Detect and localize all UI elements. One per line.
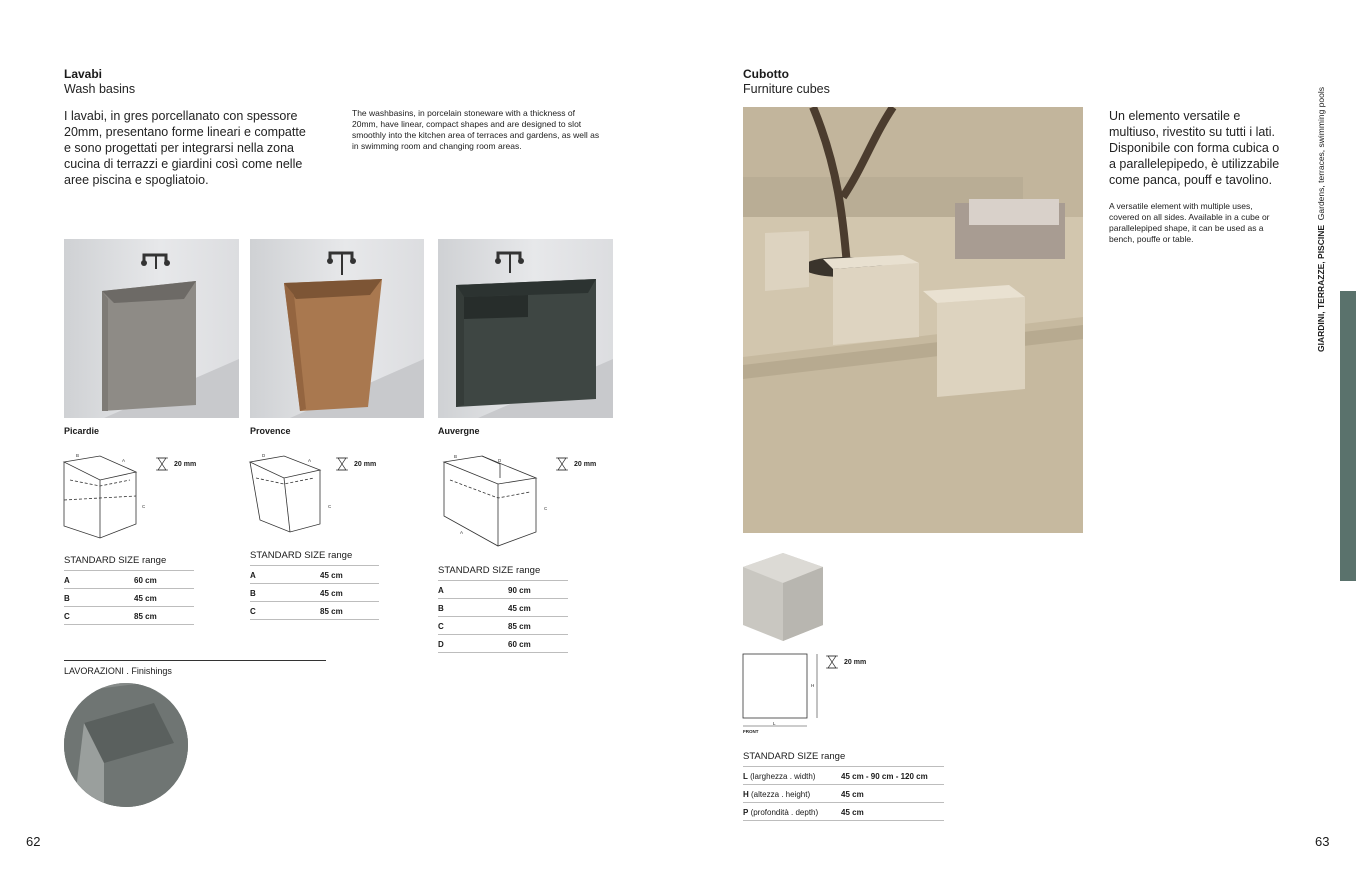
size-table-provence <box>250 565 379 620</box>
product-name-auvergne: Auvergne <box>438 426 480 436</box>
svg-text:A: A <box>122 458 126 463</box>
svg-text:C: C <box>142 504 146 509</box>
table-row: D 60 cm <box>438 635 568 653</box>
drawing-label-h: H <box>811 683 815 688</box>
intro-text-english-cubotto: A versatile element with multiple uses, covered on all sides. Available in a cube or parallelepiped shape, it can be used as a bench, pouffe or table. <box>1109 201 1270 244</box>
svg-text:A: A <box>308 458 312 463</box>
table-row: B 45 cm <box>438 599 568 617</box>
drawing-picardie <box>62 450 152 542</box>
svg-text:C: C <box>544 506 548 511</box>
thickness-auvergne <box>556 457 596 471</box>
table-row: C 85 cm <box>438 617 568 635</box>
drawing-auvergne <box>442 452 552 550</box>
intro-text-english: The washbasins, in porcelain stoneware with a thickness of 20mm, have linear, compact shapes and are designed to slot smoothly into the kitchen area of terraces and gardens, as well as in swimming room and changing room areas. <box>352 108 600 151</box>
size-title-picardie: STANDARD SIZE range <box>64 555 167 566</box>
photo-cubotto-scene <box>743 107 1083 533</box>
thickness-picardie <box>156 457 196 471</box>
size-title-auvergne: STANDARD SIZE range <box>438 565 541 576</box>
section-subtitle-furniture-cubes: Furniture cubes <box>743 82 830 96</box>
drawing-provence <box>248 450 338 542</box>
table-row: C 85 cm <box>64 607 194 625</box>
size-table-picardie <box>64 570 194 625</box>
page-number-right: 63 <box>1315 834 1330 849</box>
svg-text:D: D <box>262 453 266 458</box>
thickness-cubotto <box>826 655 866 669</box>
sidebar-label-bold: GIARDINI, TERRAZZE, PISCINE <box>1316 224 1326 352</box>
svg-text:D: D <box>498 458 502 463</box>
product-name-provence: Provence <box>250 426 291 436</box>
thickness-provence <box>336 457 376 471</box>
photo-cube-product <box>743 553 823 641</box>
size-table-auvergne <box>438 580 568 653</box>
thickness-icon <box>826 655 838 669</box>
table-row: P (profondità . depth) 45 cm <box>743 803 944 821</box>
svg-text:B: B <box>76 453 80 458</box>
sidebar-section-label <box>1316 87 1326 352</box>
size-table-cubotto <box>743 766 944 821</box>
size-title-provence: STANDARD SIZE range <box>250 550 353 561</box>
finishing-swatch <box>64 683 188 807</box>
table-row: B 45 cm <box>250 584 379 602</box>
table-row: H (altezza . height) 45 cm <box>743 785 944 803</box>
section-title-cubotto: Cubotto <box>743 67 789 81</box>
thickness-icon <box>556 457 568 471</box>
table-row: A 45 cm <box>250 566 379 584</box>
sidebar-tab <box>1340 291 1356 581</box>
thickness-icon <box>336 457 348 471</box>
product-name-picardie: Picardie <box>64 426 100 436</box>
thickness-value: 20 mm <box>174 460 197 468</box>
intro-text-italian-cubotto: Un elemento versatile e multiuso, rivestito su tutti i lati. Disponibile con forma cubica o a parallelepipedo, è utilizzabile come panca, pouff e tavolino. <box>1109 109 1280 187</box>
photo-picardie <box>64 239 239 418</box>
drawing-label-l: L <box>773 721 776 726</box>
thickness-value: 20 mm <box>574 460 597 468</box>
sidebar-label-regular: Gardens, terraces, swimming pools <box>1316 87 1326 221</box>
finishings-divider <box>64 660 326 661</box>
table-row: B 45 cm <box>64 589 194 607</box>
photo-provence <box>250 239 424 418</box>
intro-text-italian: I lavabi, in gres porcellanato con spessore 20mm, presentano forme lineari e compatte e sono progettati per integrarsi nella zona cucina di terrazzi e giardini così come nelle aree piscina e spogliatoio. <box>64 109 306 187</box>
page-number-left: 62 <box>26 834 41 849</box>
table-row: L (larghezza . width) 45 cm - 90 cm - 120 cm <box>743 767 944 785</box>
drawing-label-front: FRONT <box>743 729 759 734</box>
table-row: A 90 cm <box>438 581 568 599</box>
table-row: C 85 cm <box>250 602 379 620</box>
svg-text:B: B <box>454 454 458 459</box>
table-row: A 60 cm <box>64 571 194 589</box>
thickness-value: 20 mm <box>844 658 867 666</box>
section-title-lavabi: Lavabi <box>64 67 103 81</box>
thickness-icon <box>156 457 168 471</box>
size-title-cubotto: STANDARD SIZE range <box>743 751 846 762</box>
svg-text:A: A <box>460 530 464 535</box>
drawing-cubotto-front <box>741 652 821 738</box>
finishings-label: LAVORAZIONI . Finishings <box>64 666 172 676</box>
photo-auvergne <box>438 239 613 418</box>
thickness-value: 20 mm <box>354 460 377 468</box>
section-subtitle-wash-basins: Wash basins <box>64 82 136 96</box>
svg-text:C: C <box>328 504 332 509</box>
